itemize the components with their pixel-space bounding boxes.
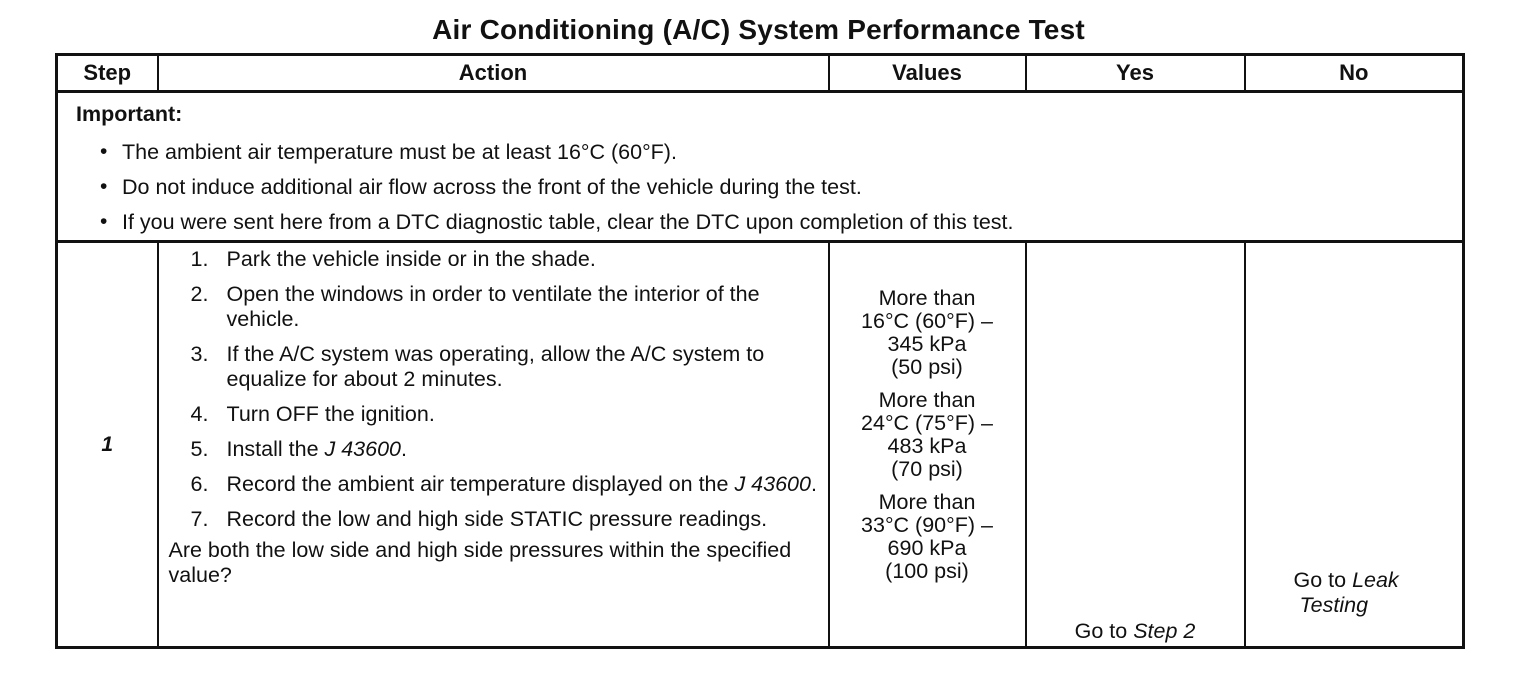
header-row <box>57 55 1464 92</box>
important-heading: Important: <box>76 102 183 126</box>
no-cell <box>1245 242 1464 648</box>
values-cell <box>829 242 1026 648</box>
value-spec <box>834 287 1021 379</box>
value-line: 16°C (60°F) – <box>861 309 993 333</box>
yes-prefix: Go to <box>1074 619 1134 643</box>
step-question: Are both the low side and high side pressures within the specified value? <box>168 538 792 587</box>
action-cell <box>158 242 829 648</box>
tool-reference: J 43600 <box>324 437 402 461</box>
value-line: (70 psi) <box>891 457 963 481</box>
step-row <box>57 242 1464 648</box>
value-spec <box>834 389 1021 481</box>
action-item <box>169 342 818 392</box>
important-list <box>76 135 1462 240</box>
important-note <box>57 92 1464 242</box>
value-line: 483 kPa <box>887 434 967 458</box>
value-line: (100 psi) <box>885 559 969 583</box>
action-number: 7. <box>190 507 209 531</box>
no-link[interactable]: Leak <box>1352 568 1399 592</box>
diagnostic-table <box>55 53 1465 649</box>
header-step: Step <box>57 55 158 92</box>
action-item <box>169 402 818 427</box>
action-text: Record the low and high side STATIC pressure readings. <box>226 507 768 531</box>
value-spec <box>834 491 1021 583</box>
tool-reference: J 43600 <box>734 472 811 496</box>
no-action <box>1294 568 1454 618</box>
value-line: 24°C (75°F) – <box>861 411 993 435</box>
header-action: Action <box>158 55 829 92</box>
no-link-continued[interactable]: Testing <box>1299 593 1369 617</box>
value-line: More than <box>878 388 976 412</box>
value-line: More than <box>878 490 976 514</box>
action-item <box>169 507 818 532</box>
yes-link[interactable]: Step 2 <box>1133 619 1196 643</box>
action-item <box>169 437 818 462</box>
step-number: 1 <box>57 242 158 648</box>
page-title: Air Conditioning (A/C) System Performance Test <box>432 14 1085 45</box>
action-number: 6. <box>190 472 209 496</box>
important-item: • Do not induce additional air flow across the front of the vehicle during the test. <box>100 170 1462 205</box>
action-text: Turn OFF the ignition. <box>226 402 435 426</box>
action-text: If the A/C system was operating, allow the A/C system to equalize for about 2 minutes. <box>226 342 765 391</box>
action-suffix: . <box>810 472 817 496</box>
action-number: 4. <box>190 402 209 426</box>
yes-cell <box>1026 242 1245 648</box>
value-line: (50 psi) <box>891 355 963 379</box>
action-item <box>169 247 818 272</box>
important-item: • The ambient air temperature must be at least 16°C (60°F). <box>100 135 1462 170</box>
action-number: 1. <box>190 247 209 271</box>
action-item <box>169 282 818 332</box>
action-number: 5. <box>190 437 209 461</box>
action-text: Park the vehicle inside or in the shade. <box>226 247 596 271</box>
action-item <box>169 472 818 497</box>
action-text: Install the <box>226 437 325 461</box>
important-row <box>57 92 1464 242</box>
action-text: Record the ambient air temperature displayed on the <box>226 472 735 496</box>
no-prefix: Go to <box>1293 568 1353 592</box>
action-number: 2. <box>190 282 209 306</box>
value-line: More than <box>878 286 976 310</box>
value-line: 345 kPa <box>887 332 967 356</box>
header-values: Values <box>829 55 1026 92</box>
value-line: 33°C (90°F) – <box>861 513 993 537</box>
action-text: Open the windows in order to ventilate the interior of the vehicle. <box>226 282 760 331</box>
action-number: 3. <box>190 342 209 366</box>
value-line: 690 kPa <box>887 536 967 560</box>
important-item: • If you were sent here from a DTC diagnostic table, clear the DTC upon completion of this test. <box>100 205 1462 240</box>
action-list <box>169 247 818 532</box>
action-suffix: . <box>401 437 407 461</box>
header-no: No <box>1245 55 1464 92</box>
header-yes: Yes <box>1026 55 1245 92</box>
